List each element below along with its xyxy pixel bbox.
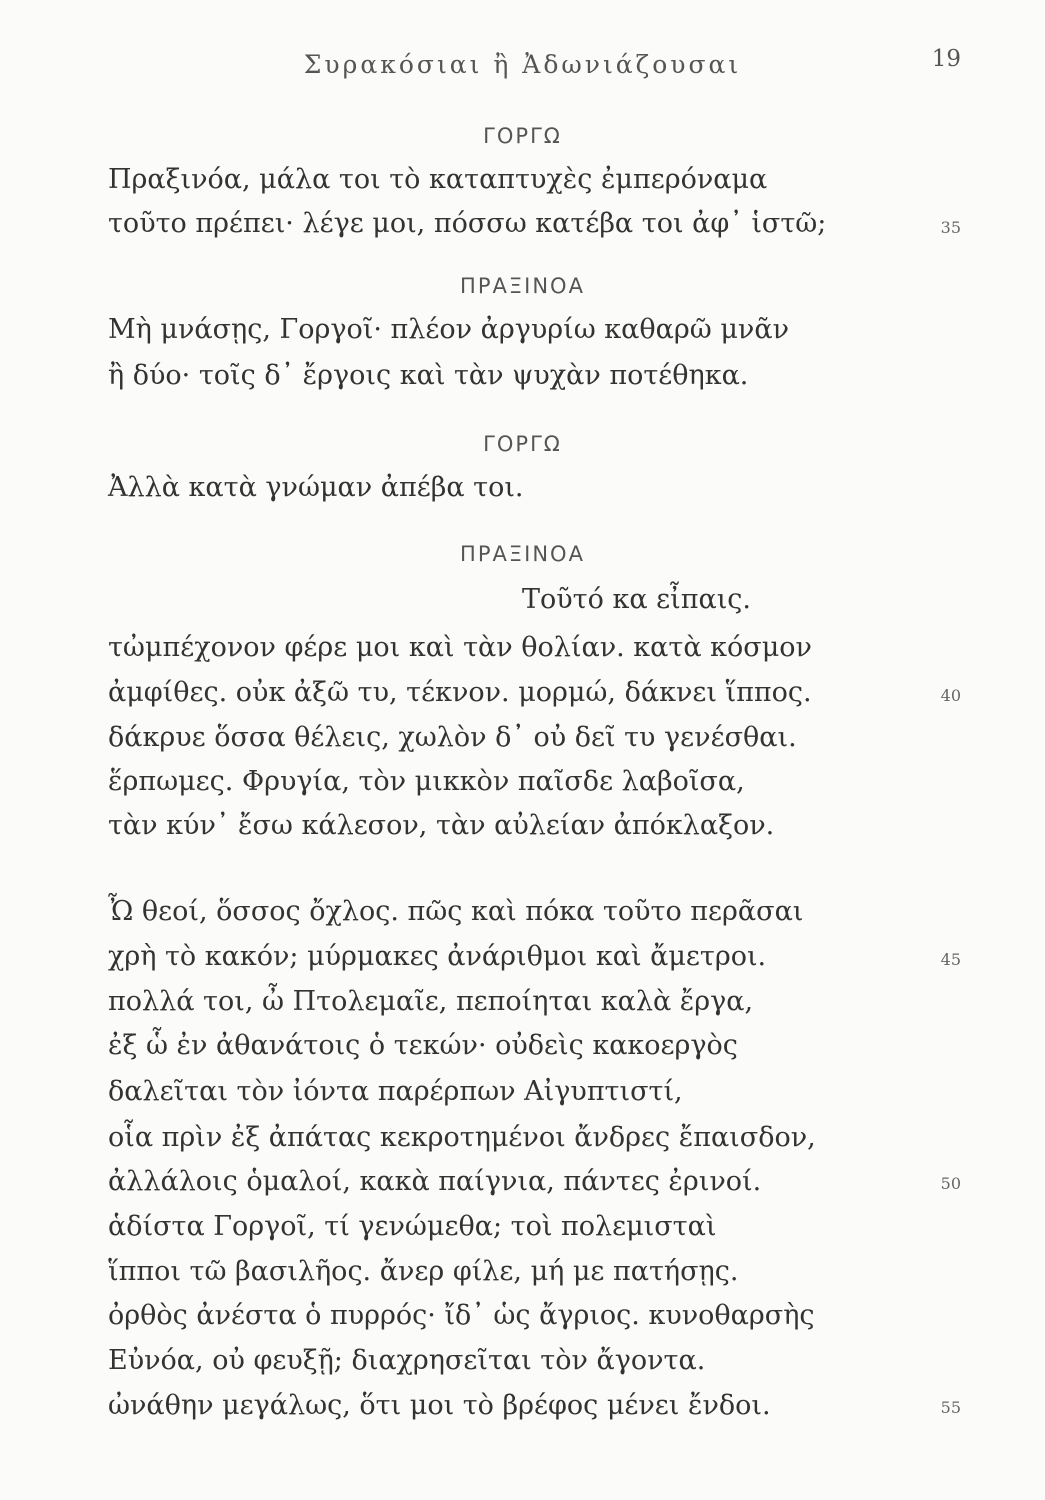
line-number: 50 (940, 1174, 961, 1193)
speaker-label: ΓΟΡΓΩ (483, 124, 562, 148)
line-number: 45 (940, 950, 961, 969)
page-number: 19 (931, 46, 961, 72)
verse-line: Τοῦτό κα εἶπαις. (522, 584, 751, 615)
verse-line: Εὐνόα, οὐ φευξῇ; διαχρησεῖται τὸν ἄγοντα. (108, 1345, 706, 1376)
verse-line: ἀμφίθες. οὐκ ἀξῶ τυ, τέκνον. μορμώ, δάκνει ἵππος. (108, 677, 812, 708)
verse-line: πολλά τοι, ὦ Πτολεμαῖε, πεποίηται καλὰ ἔργα, (108, 986, 754, 1017)
verse-line: ἕρπωμες. Φρυγία, τὸν μικκὸν παῖσδε λαβοῖσα, (108, 766, 745, 797)
verse-line: ὠνάθην μεγάλως, ὅτι μοι τὸ βρέφος μένει ἔνδοι. (108, 1390, 771, 1421)
speaker-label: ΠΡΑΞΙΝΟΑ (460, 542, 585, 566)
verse-line: ἀλλάλοις ὁμαλοί, κακὰ παίγνια, πάντες ἐρινοί. (108, 1166, 762, 1197)
verse-line: Ὦ θεοί, ὅσσος ὄχλος. πῶς καὶ πόκα τοῦτο περᾶσαι (108, 896, 804, 927)
verse-line: δαλεῖται τὸν ἰόντα παρέρπων Αἰγυπτιστί, (108, 1076, 683, 1107)
verse-line: ὀρθὸς ἀνέστα ὁ πυρρός· ἴδ᾽ ὡς ἄγριος. κυνοθαρσὴς (108, 1300, 815, 1331)
speaker-label: ΓΟΡΓΩ (483, 432, 562, 456)
verse-line: Πραξινόα, μάλα τοι τὸ καταπτυχὲς ἐμπερόναμα (108, 164, 768, 195)
line-number: 55 (940, 1398, 961, 1417)
verse-line: τὰν κύν᾽ ἔσω κάλεσον, τὰν αὐλείαν ἀπόκλαξον. (108, 810, 775, 841)
speaker-label: ΠΡΑΞΙΝΟΑ (460, 274, 585, 298)
verse-line: ἐξ ὧ ἐν ἀθανάτοις ὁ τεκών· οὐδεὶς κακοεργὸς (108, 1030, 738, 1061)
verse-line: Ἀλλὰ κατὰ γνώμαν ἀπέβα τοι. (108, 472, 524, 503)
verse-line: τὠμπέχονον φέρε μοι καὶ τὰν θολίαν. κατὰ κόσμον (108, 632, 812, 663)
line-number: 40 (940, 686, 961, 705)
verse-line: χρὴ τὸ κακόν; μύρμακες ἀνάριθμοι καὶ ἄμετροι. (108, 941, 767, 972)
verse-line: ἢ δύο· τοῖς δ᾽ ἔργοις καὶ τὰν ψυχὰν ποτέθηκα. (108, 360, 749, 391)
verse-line: Μὴ μνάσῃς, Γοργοῖ· πλέον ἀργυρίω καθαρῶ μνᾶν (108, 314, 789, 345)
line-number: 35 (940, 218, 961, 237)
running-title: Συρακόσιαι ἢ Ἀδωνιάζουσαι (303, 50, 742, 79)
verse-line: τοῦτο πρέπει· λέγε μοι, πόσσω κατέβα τοι ἀφ᾽ ἱστῶ; (108, 208, 827, 239)
verse-line: οἷα πρὶν ἐξ ἀπάτας κεκροτημένοι ἄνδρες ἔπαισδον, (108, 1122, 816, 1153)
verse-line: ἵπποι τῶ βασιλῆος. ἄνερ φίλε, μή με πατήσῃς. (108, 1256, 739, 1287)
verse-line: δάκρυε ὅσσα θέλεις, χωλὸν δ᾽ οὐ δεῖ τυ γενέσθαι. (108, 722, 797, 753)
verse-line: ἁδίστα Γοργοῖ, τί γενώμεθα; τοὶ πολεμισταὶ (108, 1211, 717, 1242)
